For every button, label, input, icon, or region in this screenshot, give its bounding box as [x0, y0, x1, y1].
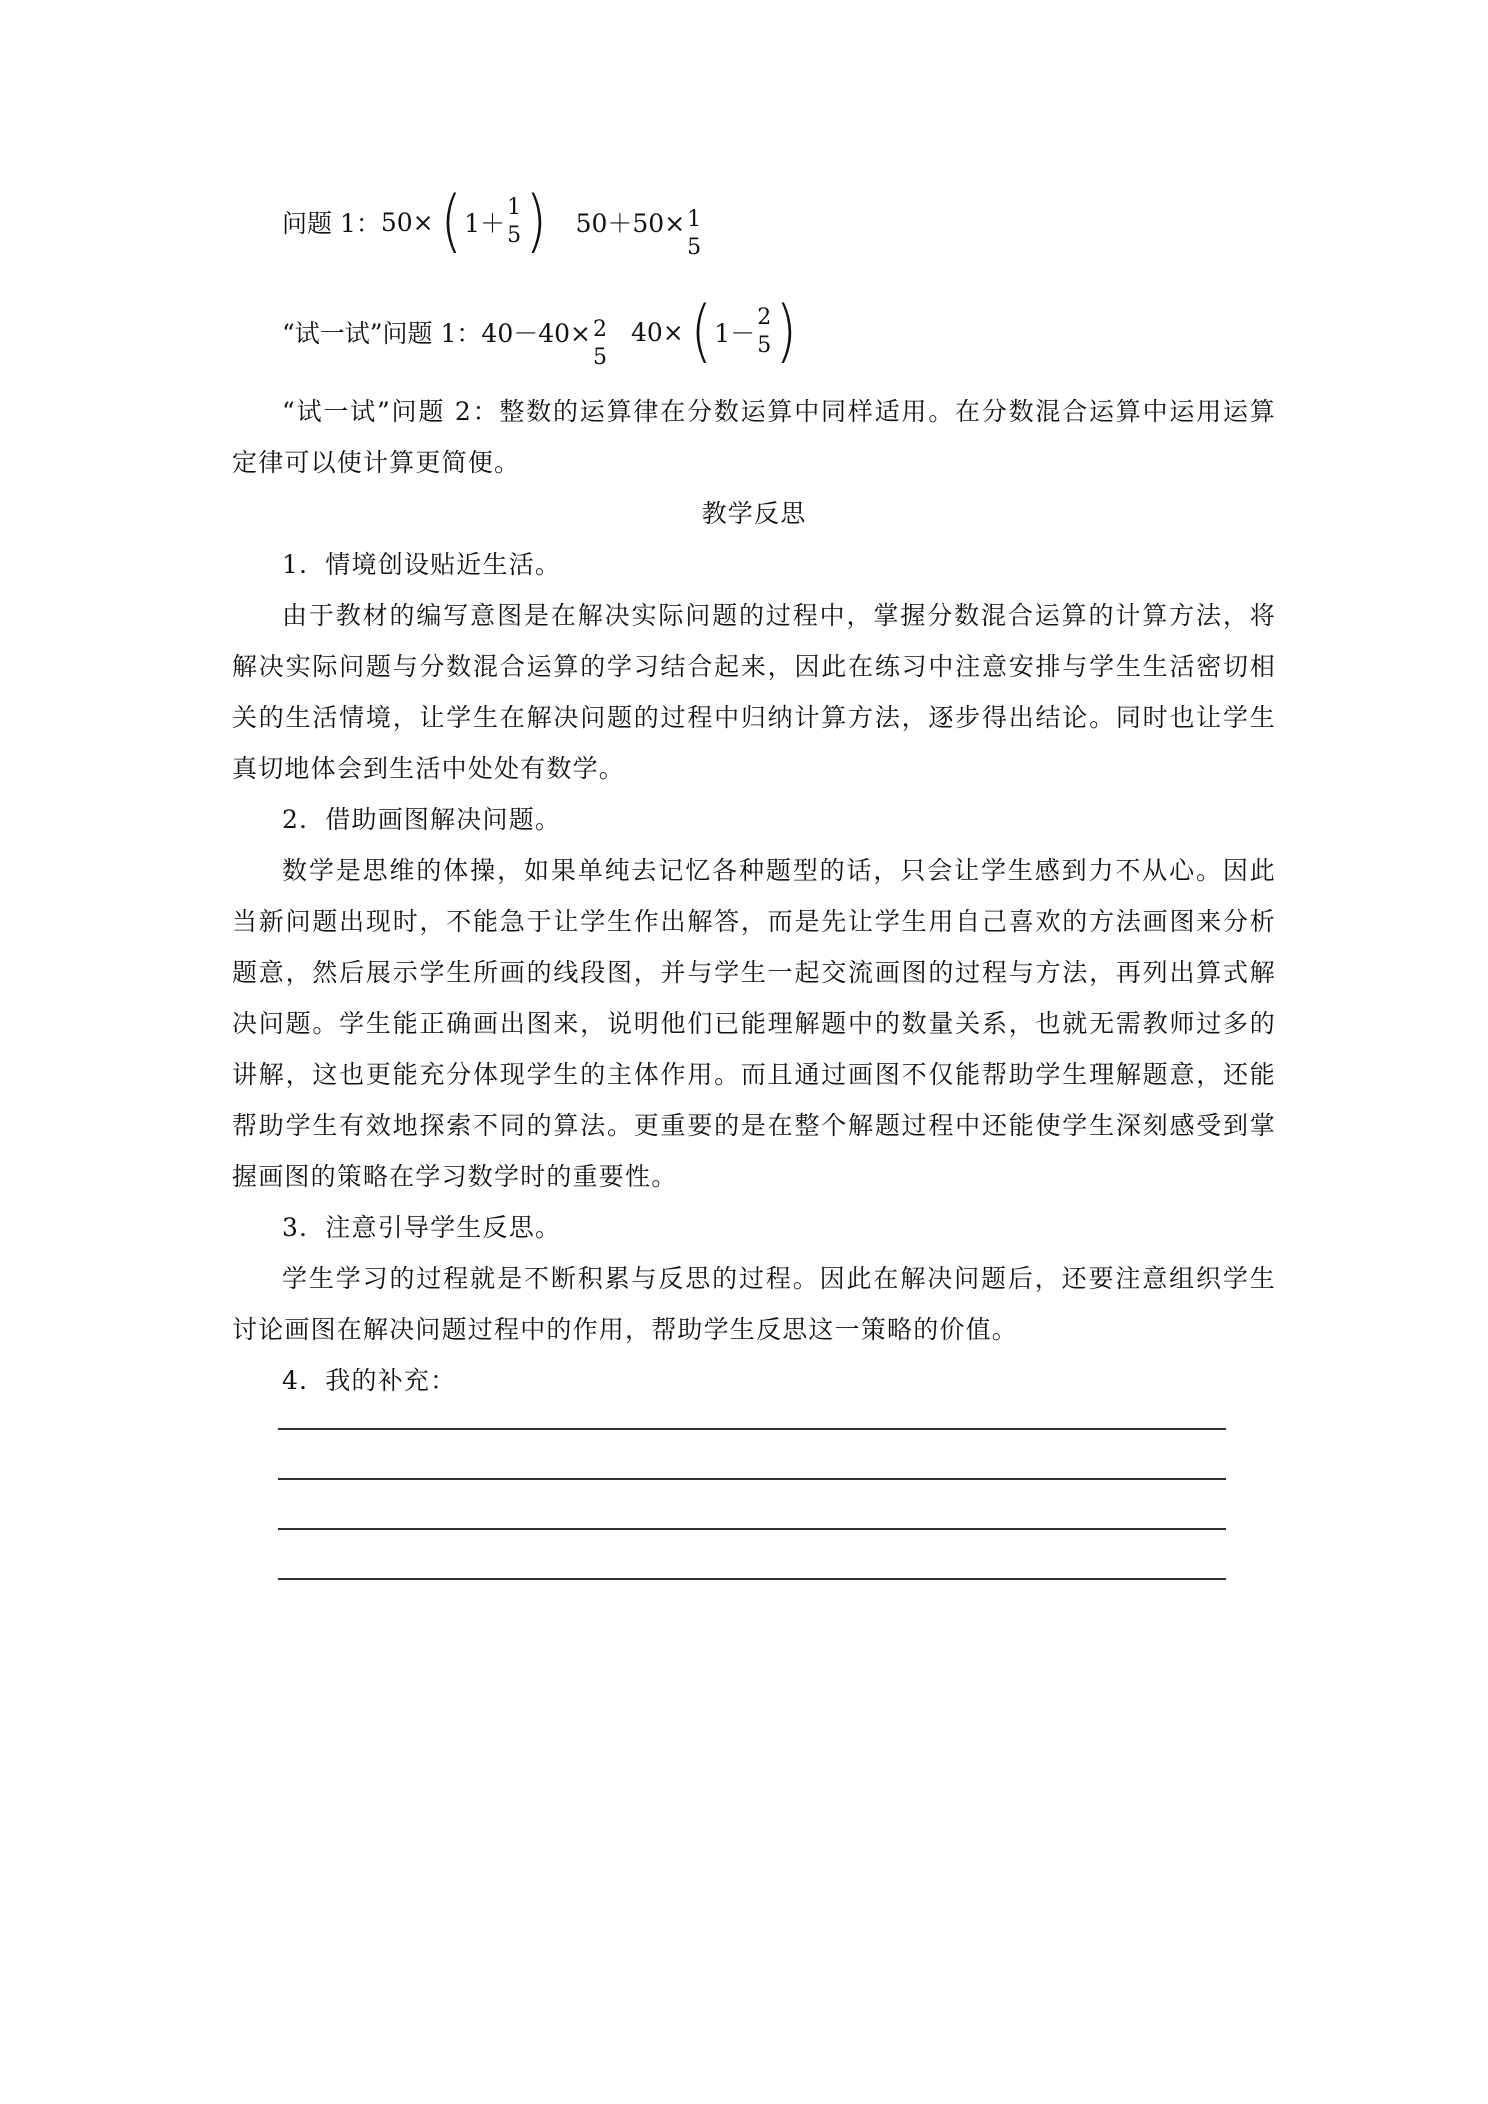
fraction-numerator: 1 [687, 207, 702, 232]
item-body-2: 数学是思维的体操，如果单纯去记忆各种题型的话，只会让学生感到力不从心。因此当新问题出现时，不能急于让学生作出解答，而是先让学生用自己喜欢的方法画图来分析题意，然后展示学生所画的线段图，并与学生一起交流画图的过程与方法，再列出算式解决问题。学生能正确画出图来，说明他们已能理解题中的数量关系，也就无需教师过多的讲解，这也更能充分体现学生的主体作用。而且通过画图不仅能帮助学生理解题意，还能帮助学生有效地探索不同的算法。更重要的是在整个解题过程中还能使学生深刻感受到掌握画图的策略在学习数学时的重要性。 [232, 856, 1276, 1191]
fraction [593, 316, 607, 372]
right-paren: ) [525, 182, 547, 261]
fraction [507, 194, 521, 250]
expr-lead: 40× [631, 317, 684, 347]
fraction-denominator: 5 [757, 333, 772, 358]
formula-try-1 [282, 292, 804, 371]
question-1-label: 问题 1： [282, 209, 381, 238]
blank-line[interactable] [278, 1478, 1226, 1480]
expr-lead: 50× [380, 207, 434, 237]
left-paren: ( [440, 182, 462, 261]
item-body-1: 由于教材的编写意图是在解决实际问题的过程中，掌握分数混合运算的计算方法，将解决实际问题与分数混合运算的学习结合起来，因此在练习中注意安排与学生生活密切相关的生活情境，让学生在解决问题的过程中归纳计算方法，逐步得出结论。同时也让学生真切地体会到生活中处处有数学。 [232, 601, 1276, 783]
supplement-label: 4．我的补充： [282, 1366, 457, 1395]
item-heading-2: 2．借助画图解决问题。 [282, 805, 562, 834]
blank-line[interactable] [278, 1528, 1226, 1530]
blank-line[interactable] [278, 1428, 1226, 1430]
fraction-denominator: 5 [593, 345, 607, 370]
section-title: 教学反思 [701, 499, 807, 528]
try-1-label: “试一试”问题 1： [282, 319, 482, 348]
item-body-3: 学生学习的过程就是不断积累与反思的过程。因此在解决问题后，还要注意组织学生讨论画图在解决问题过程中的作用，帮助学生反思这一策略的价值。 [232, 1264, 1276, 1344]
left-paren: ( [690, 292, 712, 371]
expr-first: 40－40× [481, 319, 591, 348]
item-heading-1: 1．情境创设贴近生活。 [282, 550, 562, 579]
fraction-denominator: 5 [687, 235, 702, 260]
fraction [757, 304, 771, 360]
fraction-numerator: 2 [757, 305, 772, 330]
fraction-numerator: 2 [593, 317, 607, 342]
formula-question-1 [282, 182, 703, 261]
body-text [232, 386, 1276, 1406]
right-paren: ) [775, 292, 798, 371]
paren-expression [438, 182, 550, 261]
paren-inner-text: 1－ [714, 319, 756, 348]
fraction-denominator: 5 [507, 223, 522, 248]
expr-second: 50＋50× [575, 209, 686, 238]
paren-inner-text: 1＋ [464, 209, 506, 238]
paren-expression [688, 292, 800, 371]
item-heading-3: 3．注意引导学生反思。 [282, 1213, 562, 1242]
fraction-numerator: 1 [507, 195, 522, 220]
paragraph-try-2: “试一试”问题 2：整数的运算律在分数运算中同样适用。在分数混合运算中运用运算定律可以使计算更简便。 [232, 397, 1276, 477]
blank-line[interactable] [278, 1578, 1226, 1580]
fraction [687, 206, 701, 262]
